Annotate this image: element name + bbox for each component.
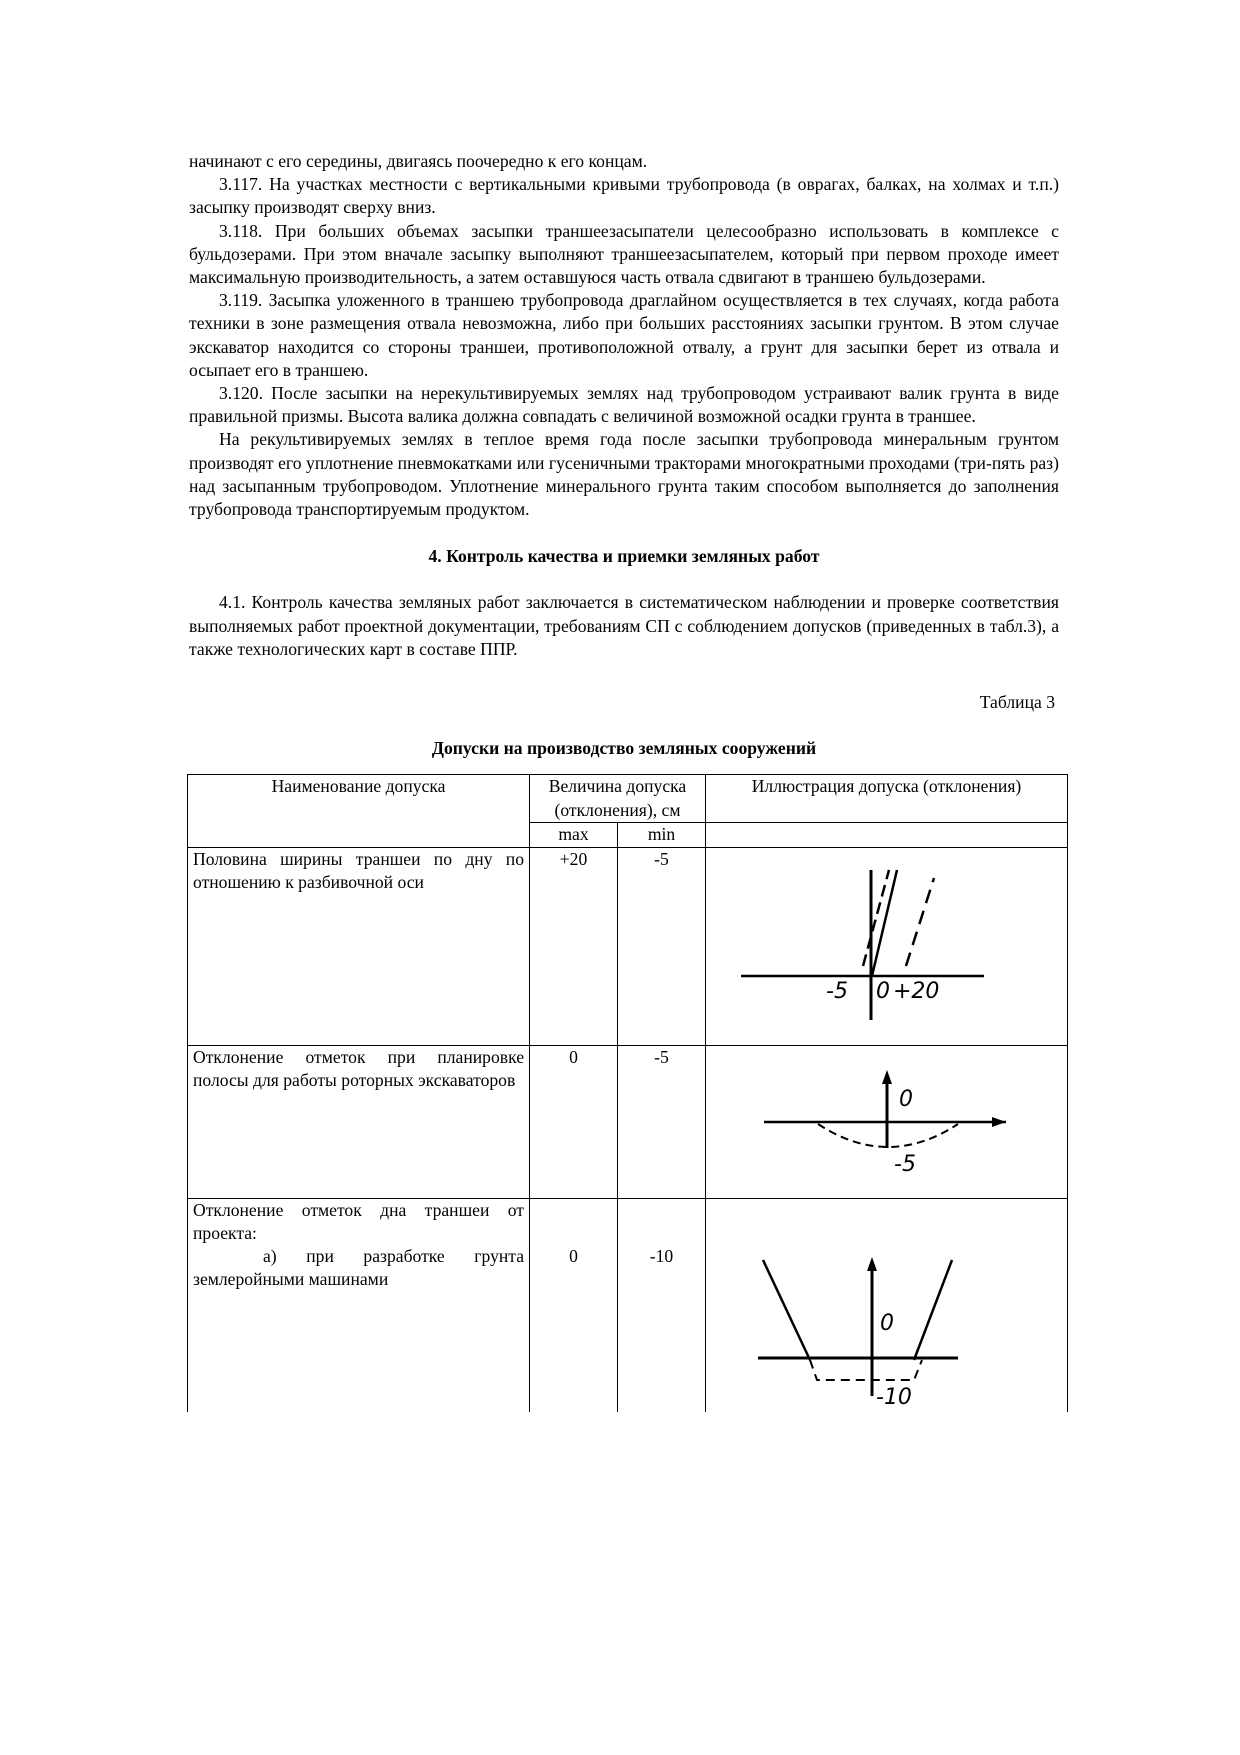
- paragraph-3-119: 3.119. Засыпка уложенного в траншею трубопровода драглайном осуществляется в тех случаях, когда работа техники в зоне размещения отвала невозможна, либо при больших расстояниях засыпки грунтом. В этом случае экскаватор находится со стороны траншеи, противоположной отвалу, а грунт для засыпки берет из отвала и осыпает его в траншею.: [189, 290, 1059, 380]
- header-name: Наименование допуска: [188, 775, 530, 847]
- section-heading: 4. Контроль качества и приемки земляных работ: [428, 546, 820, 567]
- paragraph-3-117: 3.117. На участках местности с вертикальными кривыми трубопровода (в оврагах, балках, на холмах и т.п.) засыпку производят сверху вниз.: [189, 174, 1059, 218]
- fig-label: 0: [876, 978, 890, 1004]
- row-max-value: 0: [569, 1245, 578, 1266]
- row-min: -5: [618, 1045, 706, 1198]
- row-min: -5: [618, 847, 706, 1045]
- fig-label: -5: [894, 1151, 916, 1177]
- row-name-line: Отклонение отметок дна траншеи от проекта:: [193, 1199, 524, 1243]
- illustration-trench-bottom: [706, 1198, 1068, 1412]
- row-min-value: -10: [649, 1245, 674, 1266]
- row-max: 0: [530, 1045, 618, 1198]
- header-illustration: Иллюстрация допуска (отклонения): [706, 775, 1068, 823]
- fig-label: 0: [880, 1310, 894, 1336]
- table-header-row: [188, 775, 1068, 823]
- fig-label: 0: [899, 1086, 913, 1112]
- row-name: Половина ширины траншеи по дну по отношению к разбивочной оси: [188, 847, 530, 1045]
- illustration-trench-width: [706, 847, 1068, 1045]
- header-max: max: [530, 823, 618, 847]
- row-max: [530, 1198, 618, 1412]
- trench-width-diagram: [706, 848, 1068, 1044]
- row-max: +20: [530, 847, 618, 1045]
- header-min: min: [618, 823, 706, 847]
- table-row: [188, 1198, 1068, 1412]
- header-empty: [706, 823, 1068, 847]
- paragraph-3-118: 3.118. При больших объемах засыпки траншеезасыпатели целесообразно использовать в комплексе с бульдозерами. При этом вначале засыпку выполняют траншеезасыпателем, который при первом проходе имеет максимальную производительность, а затем оставшуюся часть отвала сдвигают в траншею бульдозерами.: [189, 220, 1059, 288]
- paragraph-continuation: начинают с его середины, двигаясь поочередно к его концам.: [189, 151, 648, 171]
- table-row: [188, 847, 1068, 1045]
- paragraph-recultivated: На рекультивируемых землях в теплое время года после засыпки трубопровода минеральным грунтом производят его уплотнение пневмокатками или гусеничными тракторами многократными проходами (три-пять раз) над засыпанным трубопроводом. Уплотнение минерального грунта таким способом выполняется до заполнения трубопровода транспортируемым продуктом.: [189, 429, 1059, 520]
- header-value: Величина допуска (отклонения), см: [530, 775, 706, 823]
- row-name-subitem: а) при разработке грунта землеройными машинами: [193, 1246, 524, 1290]
- fig-label: -10: [876, 1384, 912, 1410]
- trench-bottom-diagram: [706, 1199, 1068, 1411]
- fig-label: +20: [893, 978, 940, 1004]
- table-title: Допуски на производство земляных сооружений: [431, 738, 817, 759]
- row-name: [188, 1198, 530, 1412]
- table-label: Таблица 3: [979, 692, 1055, 713]
- fig-label: -5: [826, 978, 848, 1004]
- document-page: [189, 150, 1059, 1412]
- row-min: [618, 1198, 706, 1412]
- row-name: Отклонение отметок при планировке полосы для работы роторных экскаваторов: [188, 1045, 530, 1198]
- paragraph-4-1: 4.1. Контроль качества земляных работ заключается в систематическом наблюдении и проверке соответствия выполняемых работ проектной документации, требованиям СП с соблюдением допусков (приведенных в табл.3), а также технологических карт в составе ППР.: [189, 592, 1059, 659]
- illustration-strip-grading: [706, 1045, 1068, 1198]
- strip-grading-diagram: [706, 1046, 1068, 1197]
- table-row: [188, 1045, 1068, 1198]
- tolerance-table: [187, 774, 1068, 1412]
- paragraph-3-120: 3.120. После засыпки на нерекультивируемых землях над трубопроводом устраивают валик грунта в виде правильной призмы. Высота валика должна совпадать с величиной возможной осадки грунта в траншее.: [189, 383, 1059, 427]
